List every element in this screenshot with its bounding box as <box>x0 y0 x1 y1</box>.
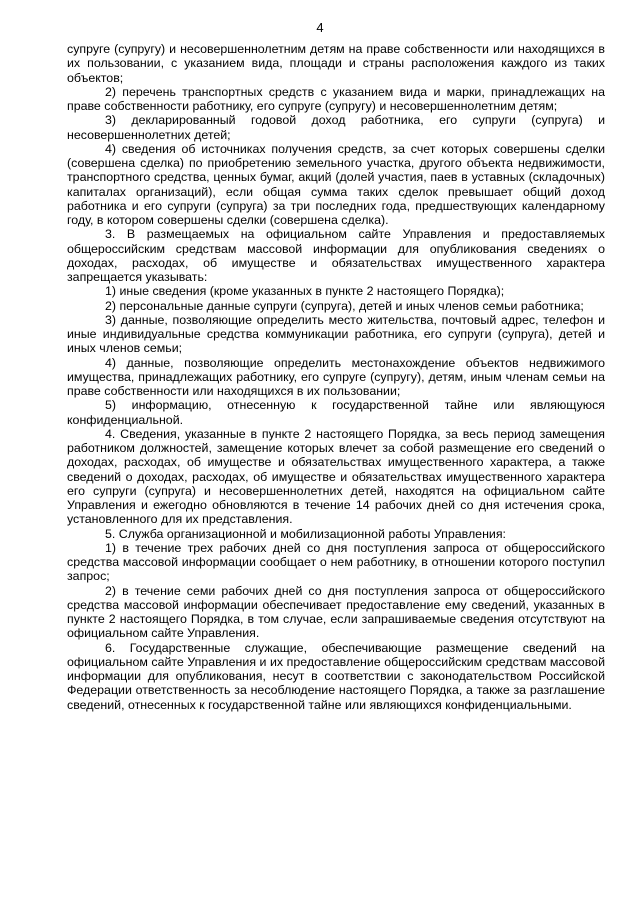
paragraph: 2) в течение семи рабочих дней со дня поступления запроса от общероссийского средства массовой информации обеспечивает предоставление ему сведений, указанных в пункте 2 настоящего Порядка, в том случае, если запрашиваемые сведения отсутствуют на официальном сайте Управления. <box>67 583 605 641</box>
paragraph: 4) сведения об источниках получения средств, за счет которых совершены сделки (совершена сделка) по приобретению земельного участка, другого объекта недвижимости, транспортного средства, ценных бумаг, акций (долей участия, паев в уставных (складочных) капиталах организаций), если общая сумма таких сделок превышает общий доход работника и его супруги (супруга) за три последних года, предшествующих календарному году, в котором совершены сделки (совершена сделка). <box>67 141 605 227</box>
paragraph: 3) декларированный годовой доход работника, его супруги (супруга) и несовершеннолетних детей; <box>67 113 605 142</box>
paragraph: 4) данные, позволяющие определить местонахождение объектов недвижимого имущества, принадлежащих работнику, его супруге (супругу), детям, иным членам семьи на праве собственности или находящихся в их пользовании; <box>67 355 605 398</box>
paragraph: 4. Сведения, указанные в пункте 2 настоящего Порядка, за весь период замещения работником должностей, замещение которых влечет за собой размещение его сведений о доходах, расходах, об имуществе и обязательствах имущественного характера, а также сведений о доходах, расходах, об имуществе и обязательствах имущественного характера его супруги (супруга) и несовершеннолетних детей, находятся на официальном сайте Управления и ежегодно обновляются в течение 14 рабочих дней со дня истечения срока, установленного для их представления. <box>67 426 605 527</box>
paragraph: 1) в течение трех рабочих дней со дня поступления запроса от общероссийского средства массовой информации сообщает о нем работнику, в отношении которого поступил запрос; <box>67 540 605 584</box>
paragraph: 1) иные сведения (кроме указанных в пункте 2 настоящего Порядка); <box>105 284 505 299</box>
paragraph: 5) информацию, отнесенную к государственной тайне или являющуюся конфиденциальной. <box>67 398 605 427</box>
paragraph: 6. Государственные служащие, обеспечивающие размещение сведений на официальном сайте Управления и их предоставление общероссийским средствам массовой информации для опубликования, несут в соответствии с законодательством Российской Федерации ответственность за несоблюдение настоящего Порядка, а также за разглашение сведений, отнесенных к государственной тайне или являющихся конфиденциальными. <box>67 640 605 712</box>
paragraph: 3) данные, позволяющие определить место жительства, почтовый адрес, телефон и иные индивидуальные средства коммуникации работника, его супруги (супруга), детей и иных членов семьи; <box>67 312 605 356</box>
page-number: 4 <box>316 20 324 35</box>
paragraph: супруге (супругу) и несовершеннолетним детям на праве собственности или находящихся в их пользовании, с указанием вида, площади и страны расположения каждого из таких объектов; <box>67 42 605 85</box>
document-body <box>67 42 605 712</box>
paragraph: 3. В размещаемых на официальном сайте Управления и предоставляемых общероссийским средствам массовой информации для опубликования сведениях о доходах, расходах, об имуществе и обязательствах имущественного характера запрещается указывать: <box>67 227 605 284</box>
paragraph: 2) персональные данные супруги (супруга), детей и иных членов семьи работника; <box>105 298 584 313</box>
paragraph: 2) перечень транспортных средств с указанием вида и марки, принадлежащих на праве собственности работнику, его супруге (супругу) и несовершеннолетним детям; <box>67 84 605 113</box>
paragraph: 5. Служба организационной и мобилизационной работы Управления: <box>105 526 506 541</box>
